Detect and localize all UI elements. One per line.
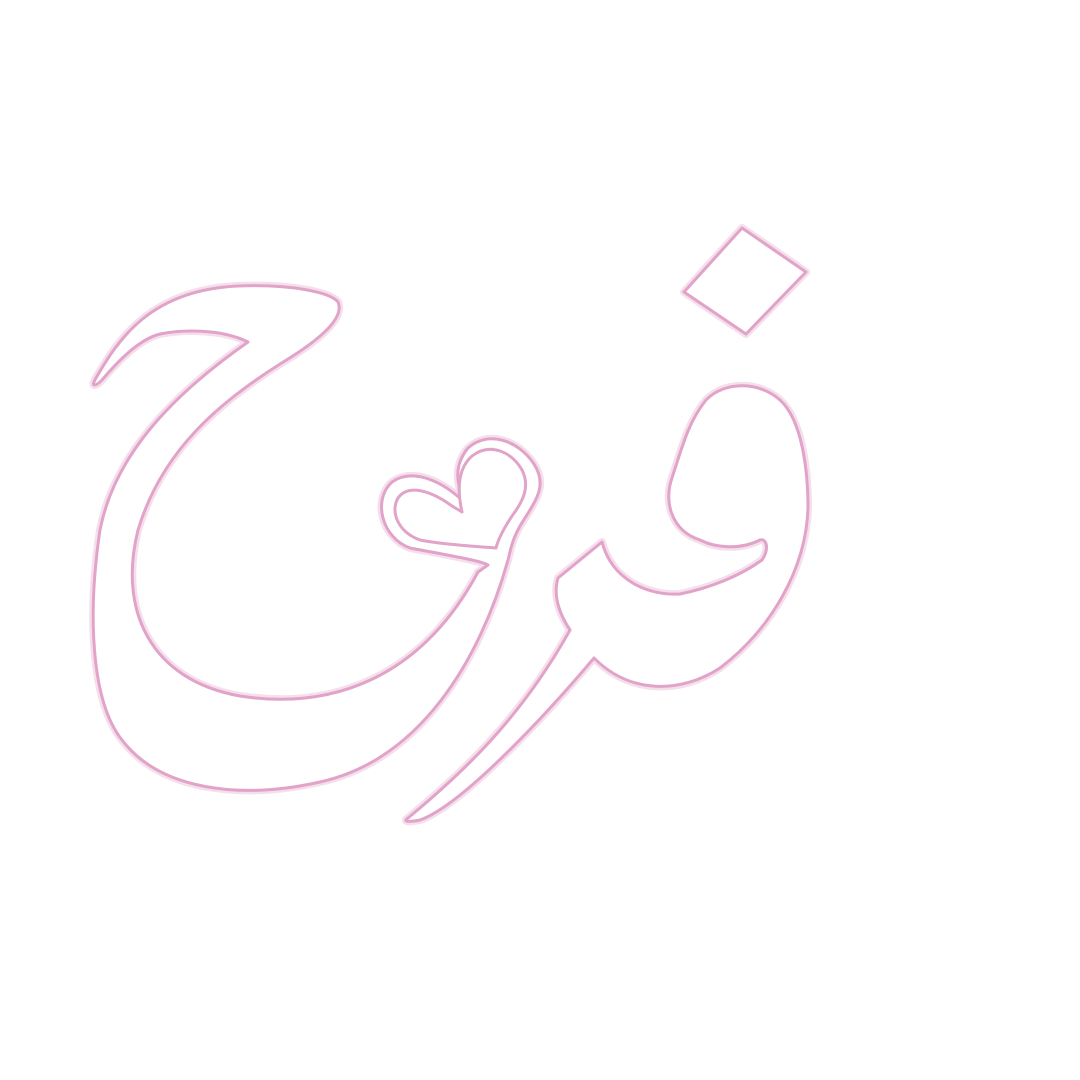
diamond-dot [684,228,806,334]
glyph-layer [93,228,808,821]
